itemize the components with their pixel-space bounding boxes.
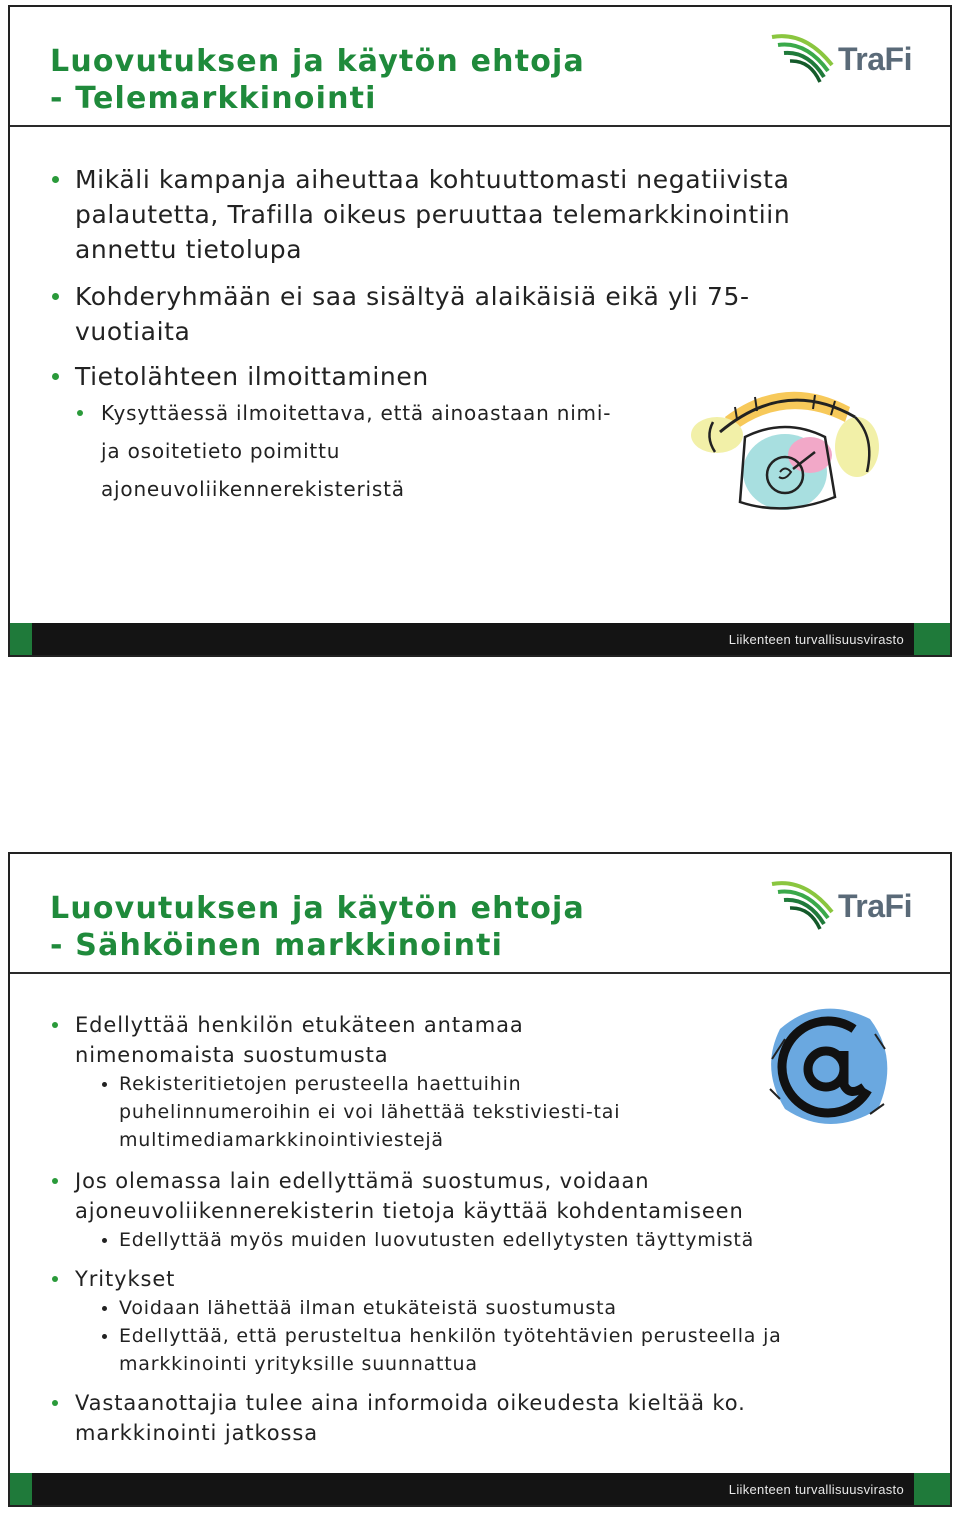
bullet-text: Edellyttää henkilön etukäteen antamaa nimenomaista suostumusta (75, 1013, 524, 1067)
bullet-dot-icon (52, 1178, 58, 1184)
bullet-item (50, 1264, 940, 1294)
bullet-item (50, 1388, 835, 1448)
logo-text: TraFi (838, 41, 912, 77)
bullet-item (50, 279, 835, 349)
slide-sahkoinen-markkinointi (8, 852, 952, 1507)
bullet-dot-icon (52, 373, 59, 380)
title-line-2: - Telemarkkinointi (50, 81, 377, 116)
trafi-logo (770, 27, 920, 87)
bullet-dot-icon (52, 1400, 58, 1406)
bullet-dot-icon (52, 176, 59, 183)
title-line-1: Luovutuksen ja käytön ehtoja (50, 44, 585, 79)
slide-title (50, 43, 585, 117)
bullet-text: Jos olemassa lain edellyttämä suostumus, voidaan ajoneuvoliikennerekisterin tietoja käyttää kohdentamiseen (75, 1169, 744, 1223)
trafi-logo (770, 874, 920, 934)
bullet-text: Vastaanottajia tulee aina informoida oikeudesta kieltää ko. markkinointi jatkossa (75, 1391, 746, 1445)
sub-bullet-dot-icon (102, 1238, 107, 1243)
slide-footer (10, 623, 950, 655)
sub-bullet-item (50, 1322, 879, 1378)
trafi-swoosh-icon (770, 27, 840, 87)
sub-bullet-text: Kysyttäessä ilmoitettava, että ainoastaan nimi- ja osoitetieto poimittu ajoneuvoliikennerekisteristä (101, 401, 612, 501)
bullet-item (50, 1010, 595, 1070)
bullet-item (50, 1166, 815, 1226)
logo-text: TraFi (838, 888, 912, 924)
sub-bullet-item (50, 1294, 940, 1322)
slide-telemarkkinointi (8, 5, 952, 657)
title-divider (10, 972, 950, 974)
sub-bullet-item (50, 1070, 639, 1154)
footer-text: Liikenteen turvallisuusvirasto (728, 1482, 904, 1497)
at-sign-icon (760, 999, 895, 1134)
slide-footer (10, 1473, 950, 1505)
sub-bullet-dot-icon (102, 1306, 107, 1311)
sub-bullet-dot-icon (102, 1334, 107, 1339)
bullet-dot-icon (52, 293, 59, 300)
slide-title (50, 890, 585, 964)
bullet-text: Mikäli kampanja aiheuttaa kohtuuttomasti negatiivista palautetta, Trafilla oikeus peruuttaa telemarkkinointiin annettu tietolupa (75, 165, 791, 264)
sub-bullet-dot-icon (102, 1082, 107, 1087)
bullet-text: Yritykset (75, 1267, 176, 1291)
title-line-1: Luovutuksen ja käytön ehtoja (50, 891, 585, 926)
telephone-icon (685, 377, 885, 522)
sub-bullet-text: Edellyttää myös muiden luovutusten edellytysten täyttymistä (119, 1229, 755, 1251)
sub-bullet-text: Rekisteritietojen perusteella haettuihin puhelinnumeroihin ei voi lähettää tekstiviesti-tai multimediamarkkinointiviestejä (119, 1073, 621, 1151)
bullet-item (50, 162, 895, 267)
bullet-text: Tietolähteen ilmoittaminen (75, 362, 429, 391)
sub-bullet-item (50, 394, 621, 508)
bullet-text: Kohderyhmään ei saa sisältyä alaikäisiä eikä yli 75-vuotiaita (75, 282, 750, 346)
title-divider (10, 125, 950, 127)
bullet-dot-icon (52, 1276, 58, 1282)
sub-bullet-item (50, 1226, 940, 1254)
title-line-2: - Sähköinen markkinointi (50, 928, 504, 963)
footer-text: Liikenteen turvallisuusvirasto (728, 632, 904, 647)
bullet-dot-icon (52, 1022, 58, 1028)
trafi-swoosh-icon (770, 874, 840, 934)
sub-bullet-dot-icon (77, 410, 83, 416)
sub-bullet-text: Voidaan lähettää ilman etukäteistä suostumusta (119, 1297, 617, 1319)
sub-bullet-text: Edellyttää, että perusteltua henkilön työtehtävien perusteella ja markkinointi yrityksille suunnattua (119, 1325, 782, 1375)
